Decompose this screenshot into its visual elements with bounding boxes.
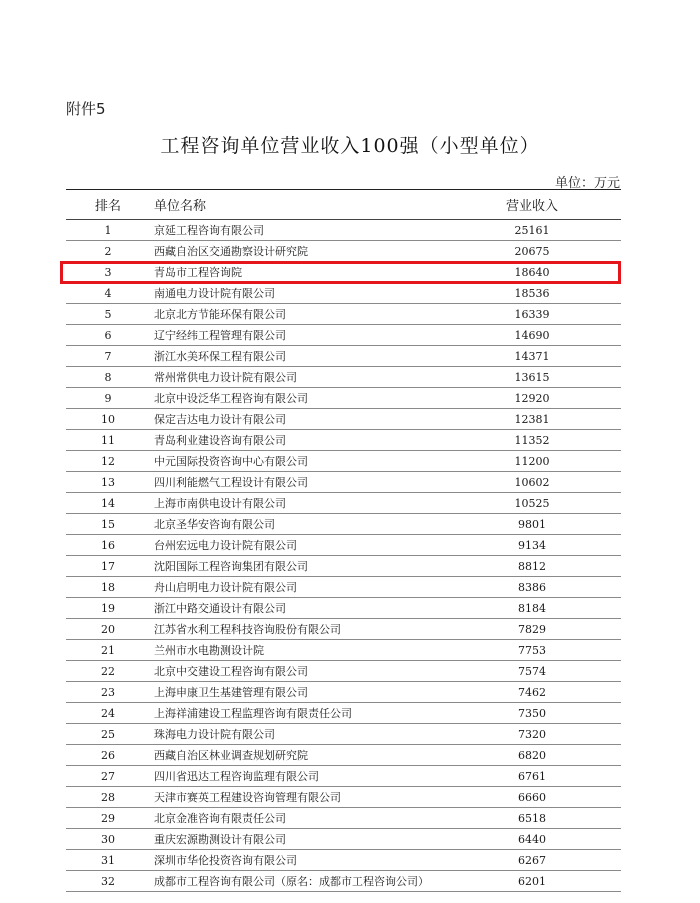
company-name-cell: 深圳市华伦投资咨询有限公司: [150, 850, 443, 871]
rank-cell: 25: [66, 724, 150, 745]
company-name-cell: 兰州市水电勘测设计院: [150, 640, 443, 661]
company-name-cell: 沈阳国际工程咨询集团有限公司: [150, 556, 443, 577]
revenue-cell: 7753: [443, 640, 621, 661]
company-name-cell: 京延工程咨询有限公司: [150, 220, 443, 241]
table-row: [66, 514, 621, 535]
table-row: [66, 388, 621, 409]
rank-cell: 2: [66, 241, 150, 262]
revenue-cell: 10602: [443, 472, 621, 493]
company-name-cell: 北京金准咨询有限责任公司: [150, 808, 443, 829]
rank-cell: 23: [66, 682, 150, 703]
table-row: [66, 409, 621, 430]
table-row: [66, 283, 621, 304]
table-row: [66, 325, 621, 346]
company-name-cell: 浙江中路交通设计有限公司: [150, 598, 443, 619]
unit-label: 单位：万元: [554, 176, 620, 191]
revenue-cell: 9801: [443, 514, 621, 535]
revenue-cell: 8386: [443, 577, 621, 598]
revenue-cell: 6201: [443, 871, 621, 892]
table-row: [66, 640, 621, 661]
company-name-cell: 珠海电力设计院有限公司: [150, 724, 443, 745]
company-name-cell: 重庆宏源勘测设计有限公司: [150, 829, 443, 850]
company-name-cell: 常州常供电力设计院有限公司: [150, 367, 443, 388]
revenue-cell: 20675: [443, 241, 621, 262]
rank-cell: 22: [66, 661, 150, 682]
column-header-rank: 排名: [66, 190, 150, 220]
revenue-cell: 11200: [443, 451, 621, 472]
company-name-cell: 天津市赛英工程建设咨询管理有限公司: [150, 787, 443, 808]
company-name-cell: 四川利能燃气工程设计有限公司: [150, 472, 443, 493]
company-name-cell: 江苏省水利工程科技咨询股份有限公司: [150, 619, 443, 640]
revenue-cell: 6518: [443, 808, 621, 829]
company-name-cell: 青岛市工程咨询院: [150, 262, 443, 283]
revenue-cell: 8184: [443, 598, 621, 619]
rank-cell: 17: [66, 556, 150, 577]
company-name-cell: 辽宁经纬工程管理有限公司: [150, 325, 443, 346]
company-name-cell: 青岛利业建设咨询有限公司: [150, 430, 443, 451]
revenue-cell: 18536: [443, 283, 621, 304]
rank-cell: 30: [66, 829, 150, 850]
company-name-cell: 台州宏远电力设计院有限公司: [150, 535, 443, 556]
table-row: [66, 808, 621, 829]
revenue-cell: 6761: [443, 766, 621, 787]
table-row: [66, 451, 621, 472]
table-row: [66, 661, 621, 682]
revenue-cell: 14690: [443, 325, 621, 346]
rank-cell: 15: [66, 514, 150, 535]
ranking-table: [66, 189, 621, 892]
revenue-cell: 7320: [443, 724, 621, 745]
rank-cell: 31: [66, 850, 150, 871]
revenue-cell: 11352: [443, 430, 621, 451]
table-row: [66, 241, 621, 262]
rank-cell: 9: [66, 388, 150, 409]
revenue-cell: 14371: [443, 346, 621, 367]
revenue-cell: 6820: [443, 745, 621, 766]
company-name-cell: 上海申康卫生基建管理有限公司: [150, 682, 443, 703]
revenue-cell: 10525: [443, 493, 621, 514]
attachment-label: 附件5: [66, 100, 106, 118]
table-row: [66, 682, 621, 703]
rank-cell: 3: [66, 262, 150, 283]
revenue-cell: 8812: [443, 556, 621, 577]
rank-cell: 4: [66, 283, 150, 304]
rank-cell: 19: [66, 598, 150, 619]
revenue-cell: 7350: [443, 703, 621, 724]
rank-cell: 29: [66, 808, 150, 829]
company-name-cell: 四川省迅达工程咨询监理有限公司: [150, 766, 443, 787]
table-row: [66, 556, 621, 577]
rank-cell: 26: [66, 745, 150, 766]
rank-cell: 12: [66, 451, 150, 472]
table-row: [66, 304, 621, 325]
table-row: [66, 577, 621, 598]
company-name-cell: 北京北方节能环保有限公司: [150, 304, 443, 325]
company-name-cell: 南通电力设计院有限公司: [150, 283, 443, 304]
rank-cell: 11: [66, 430, 150, 451]
table-row: [66, 367, 621, 388]
table-row: [66, 535, 621, 556]
rank-cell: 18: [66, 577, 150, 598]
revenue-cell: 12920: [443, 388, 621, 409]
table-row: [66, 829, 621, 850]
rank-cell: 16: [66, 535, 150, 556]
company-name-cell: 成都市工程咨询有限公司（原名：成都市工程咨询公司）: [150, 871, 443, 892]
table-row: [66, 619, 621, 640]
company-name-cell: 北京中设泛华工程咨询有限公司: [150, 388, 443, 409]
page-title: 工程咨询单位营业收入100强（小型单位）: [160, 135, 540, 157]
rank-cell: 1: [66, 220, 150, 241]
company-name-cell: 上海祥浦建设工程监理咨询有限责任公司: [150, 703, 443, 724]
table-row: [66, 493, 621, 514]
table-row: [66, 598, 621, 619]
rank-cell: 32: [66, 871, 150, 892]
table-row: [66, 745, 621, 766]
rank-cell: 6: [66, 325, 150, 346]
revenue-cell: 9134: [443, 535, 621, 556]
rank-cell: 5: [66, 304, 150, 325]
revenue-cell: 7462: [443, 682, 621, 703]
table-row: [66, 766, 621, 787]
table-row: [66, 346, 621, 367]
revenue-cell: 6440: [443, 829, 621, 850]
revenue-cell: 16339: [443, 304, 621, 325]
company-name-cell: 北京中交建设工程咨询有限公司: [150, 661, 443, 682]
rank-cell: 28: [66, 787, 150, 808]
rank-cell: 7: [66, 346, 150, 367]
rank-cell: 21: [66, 640, 150, 661]
table-row: [66, 787, 621, 808]
column-header-revenue: 营业收入: [443, 190, 621, 220]
table-body: [66, 220, 621, 892]
company-name-cell: 上海市南供电设计有限公司: [150, 493, 443, 514]
rank-cell: 14: [66, 493, 150, 514]
column-header-name: 单位名称: [150, 190, 443, 220]
table-row: [66, 262, 621, 283]
table-row: [66, 472, 621, 493]
revenue-cell: 6660: [443, 787, 621, 808]
revenue-cell: 7829: [443, 619, 621, 640]
company-name-cell: 西藏自治区林业调查规划研究院: [150, 745, 443, 766]
revenue-cell: 18640: [443, 262, 621, 283]
company-name-cell: 西藏自治区交通勘察设计研究院: [150, 241, 443, 262]
company-name-cell: 北京圣华安咨询有限公司: [150, 514, 443, 535]
table-header-row: [66, 190, 621, 220]
rank-cell: 13: [66, 472, 150, 493]
revenue-cell: 25161: [443, 220, 621, 241]
revenue-cell: 12381: [443, 409, 621, 430]
table-row: [66, 703, 621, 724]
table-row: [66, 871, 621, 892]
rank-cell: 10: [66, 409, 150, 430]
company-name-cell: 浙江水美环保工程有限公司: [150, 346, 443, 367]
rank-cell: 24: [66, 703, 150, 724]
company-name-cell: 中元国际投资咨询中心有限公司: [150, 451, 443, 472]
rank-cell: 27: [66, 766, 150, 787]
revenue-cell: 6267: [443, 850, 621, 871]
table-row: [66, 220, 621, 241]
table-row: [66, 430, 621, 451]
revenue-cell: 13615: [443, 367, 621, 388]
table-row: [66, 850, 621, 871]
company-name-cell: 舟山启明电力设计院有限公司: [150, 577, 443, 598]
table-row: [66, 724, 621, 745]
rank-cell: 8: [66, 367, 150, 388]
company-name-cell: 保定吉达电力设计有限公司: [150, 409, 443, 430]
revenue-cell: 7574: [443, 661, 621, 682]
rank-cell: 20: [66, 619, 150, 640]
